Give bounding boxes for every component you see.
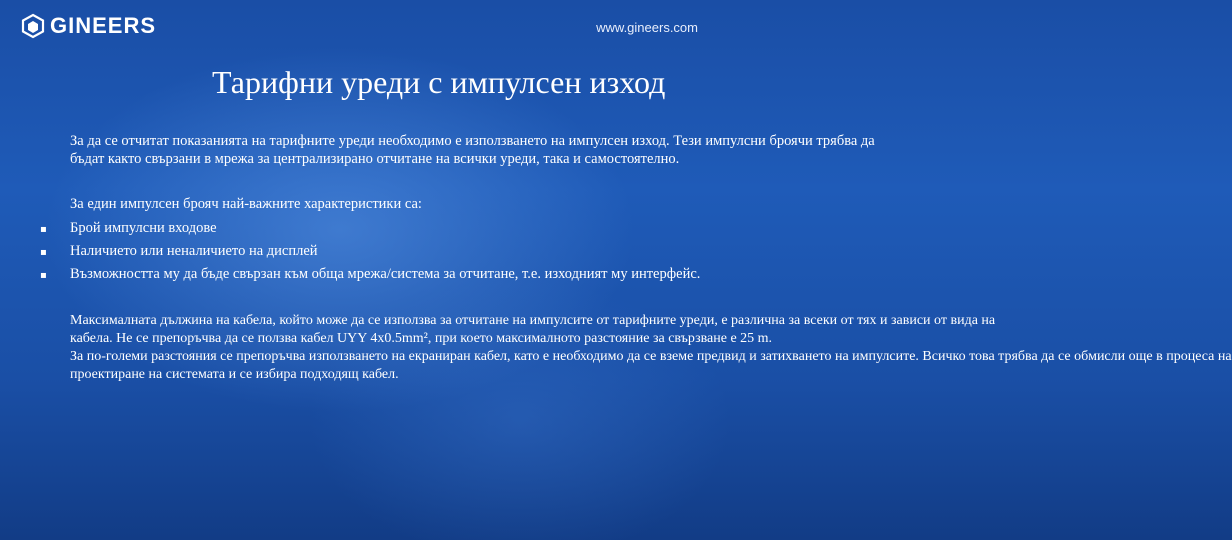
website-url: www.gineers.com	[596, 20, 698, 35]
cable-paragraph-line1: Максималната дължина на кабела, който може да се използва за отчитане на импулсите от тарифните уреди, е различна за всеки от тях и зависи от вида на	[70, 313, 996, 328]
square-bullet-icon: ▪	[40, 247, 47, 258]
list-item-text: Наличието или неналичието на дисплей	[70, 243, 318, 259]
logo	[22, 14, 156, 38]
list-item-text: Брой импулсни входове	[70, 220, 217, 236]
slide-title: Тарифни уреди с импулсен изход	[212, 64, 666, 100]
cable-paragraph-line3: За по-големи разстояния се препоръчва използването на екраниран кабел, като е необходимо да се вземе предвид и затихването на импулсите. Всичко това трябва да се обмисли още в процеса на	[70, 349, 1232, 364]
hexagon-logo-icon	[22, 14, 44, 38]
paragraph1-line1: За да се отчитат показанията на тарифните уреди необходимо е използването на импулсен изход. Тези импулсни броячи трябва да	[70, 133, 875, 149]
cable-paragraph	[70, 312, 1232, 384]
square-bullet-icon: ▪	[40, 224, 47, 235]
square-bullet-icon: ▪	[40, 270, 47, 281]
characteristics-intro: За един импулсен брояч най-важните характеристики са:	[70, 196, 422, 212]
cable-paragraph-line4: проектиране на системата и се избира подходящ кабел.	[70, 367, 399, 382]
cable-paragraph-line2: кабела. Не се препоръчва да се ползва кабел UYY 4x0.5mm², при което максималното разстояние за свързване е 25 m.	[70, 331, 773, 346]
list-item-text: Възможността му да бъде свързан към обща мрежа/система за отчитане, т.е. изходният му интерфейс.	[70, 266, 701, 282]
paragraph1-line2: бъдат както свързани в мрежа за централизирано отчитане на всички уреди, така и самостоятелно.	[70, 151, 680, 167]
logo-text: GINEERS	[50, 13, 157, 38]
